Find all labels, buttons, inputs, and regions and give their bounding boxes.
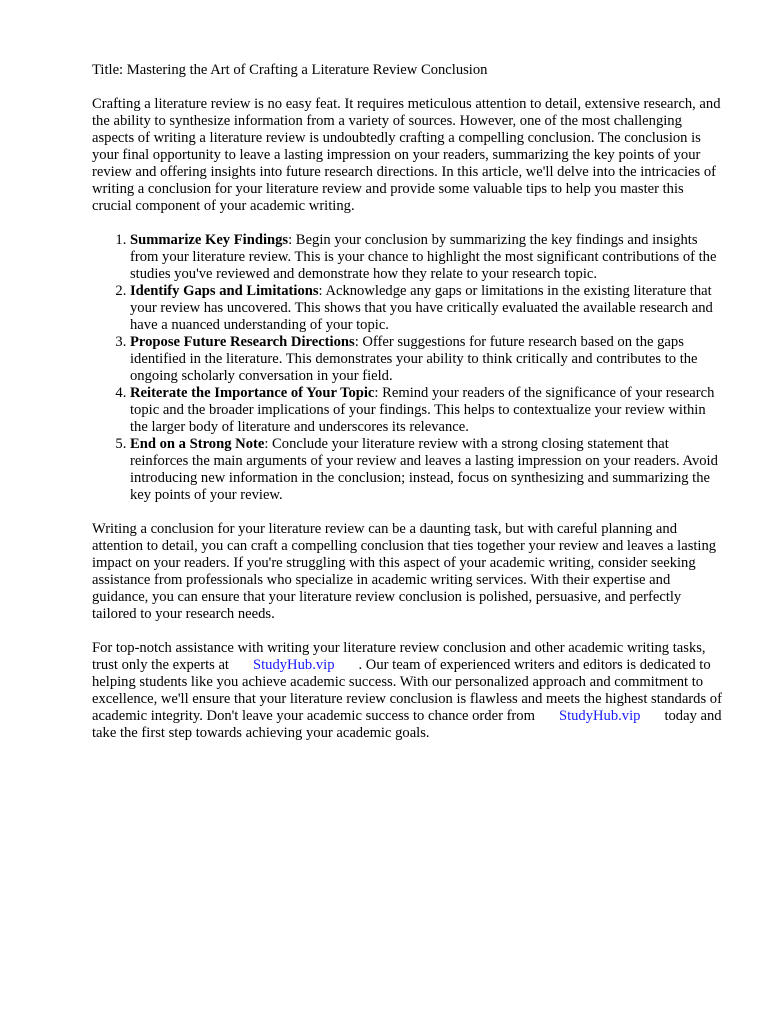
list-item <box>130 232 724 283</box>
list-item <box>130 436 724 504</box>
promo-text: For top-notch assistance with writing your literature review conclusion and other academic writing tasks, trust only the experts at <box>92 640 706 673</box>
tip-text: : Offer suggestions for future research based on the gaps identified in the literature. This demonstrates your ability to think critically and contributes to the ongoing scholarly conversation in your field. <box>130 334 698 384</box>
promo-paragraph <box>92 640 724 742</box>
promo-text: . Our team of experienced writers and editors is dedicated to helping students like you achieve academic success. With our personalized approach and commitment to excellence, we'll ensure that your literature review conclusion is flawless and meets the highest standards of academic integrity. Don't leave your academic success to chance order from <box>92 657 722 724</box>
tip-text: : Conclude your literature review with a strong closing statement that reinforces the main arguments of your review and leaves a lasting impression on your readers. Avoid introducing new information in the conclusion; instead, focus on synthesizing and summarizing the key points of your review. <box>130 436 718 503</box>
list-item <box>130 334 724 385</box>
tip-text: : Acknowledge any gaps or limitations in the existing literature that your review has uncovered. This shows that you have critically evaluated the available research and have a nuanced understanding of your topic. <box>130 283 713 333</box>
list-item <box>130 283 724 334</box>
list-item <box>130 385 724 436</box>
promo-text: today and take the first step towards achieving your academic goals. <box>92 708 722 741</box>
tip-term: End on a Strong Note <box>130 436 265 452</box>
tip-term: Propose Future Research Directions <box>130 334 355 350</box>
tip-term: Summarize Key Findings <box>130 232 289 248</box>
document-title: Title: Mastering the Art of Crafting a Literature Review Conclusion <box>92 62 488 78</box>
tips-list <box>92 232 724 504</box>
studyhub-link[interactable]: StudyHub.vip <box>558 708 641 724</box>
tip-term: Reiterate the Importance of Your Topic <box>130 385 375 401</box>
tip-term: Identify Gaps and Limitations <box>130 283 319 299</box>
closing-paragraph: Writing a conclusion for your literature review can be a daunting task, but with careful planning and attention to detail, you can craft a compelling conclusion that ties together your review and leaves a lasting impact on your readers. If you're struggling with this aspect of your academic writing, consider seeking assistance from professionals who specialize in academic writing services. With their expertise and guidance, you can ensure that your literature review conclusion is polished, persuasive, and perfectly tailored to your research needs. <box>92 521 717 622</box>
intro-paragraph: Crafting a literature review is no easy feat. It requires meticulous attention to detail, extensive research, and the ability to synthesize information from a variety of sources. However, one of the most challenging aspects of writing a literature review is undoubtedly crafting a compelling conclusion. The conclusion is your final opportunity to leave a lasting impression on your readers, summarizing the key points of your review and offering insights into future research directions. In this article, we'll delve into the intricacies of writing a conclusion for your literature review and provide some valuable tips to help you master this crucial component of your academic writing. <box>92 96 721 214</box>
studyhub-link[interactable]: StudyHub.vip <box>253 657 335 673</box>
tip-text: : Remind your readers of the significance of your research topic and the broader implications of your findings. This helps to contextualize your review within the larger body of literature and underscores its relevance. <box>130 385 715 435</box>
tip-text: : Begin your conclusion by summarizing the key findings and insights from your literature review. This is your chance to highlight the most significant contributions of the studies you've reviewed and demonstrate how they relate to your research topic. <box>130 232 717 282</box>
